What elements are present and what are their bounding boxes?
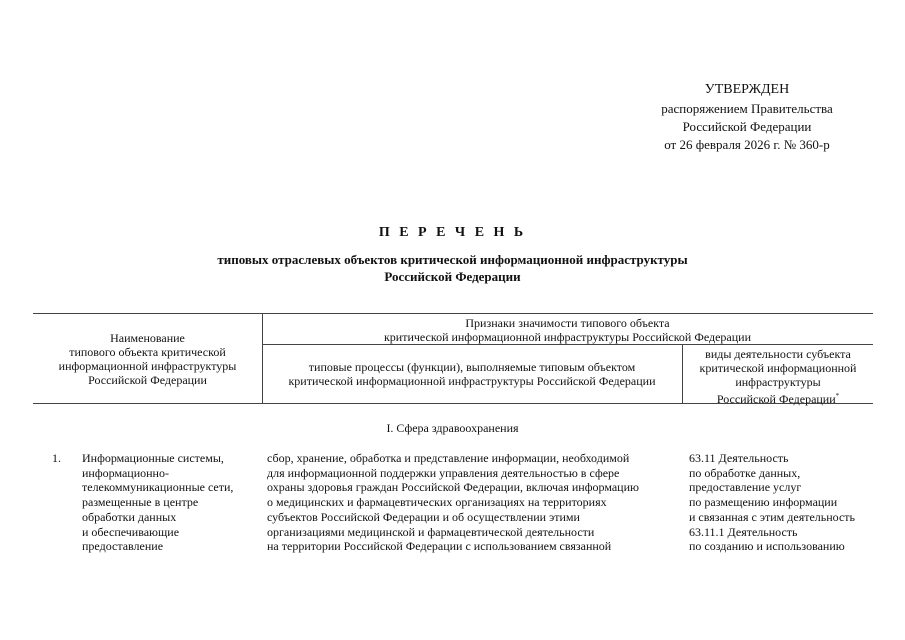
approval-line: от 26 февраля 2026 г. № 360-р	[664, 137, 830, 152]
footnote-mark: *	[835, 392, 840, 400]
table-top-border	[33, 313, 873, 314]
document-subtitle-line: Российской Федерации	[384, 269, 521, 284]
header-object-name: Наименование типового объекта критической информационной инфраструктуры Российской Федерации	[58, 331, 237, 387]
row-object-name: Информационные системы, информационно- телекоммуникационные сети, размещенные в центре обработки данных и обеспечивающие предоставление	[82, 451, 234, 554]
approval-block	[637, 81, 857, 154]
approval-line: Российской Федерации	[682, 119, 812, 134]
section-title: I. Сфера здравоохранения	[386, 421, 519, 435]
header-typical-processes: типовые процессы (функции), выполняемые типовым объектом критической информационной инфраструктуры Российской Федерации	[288, 360, 656, 388]
document-subtitle-line: типовых отраслевых объектов критической информационной инфраструктуры	[217, 252, 688, 267]
document-title: П Е Р Е Ч Е Н Ь	[378, 225, 527, 240]
table-header-divider	[262, 344, 873, 345]
approval-line: распоряжением Правительства	[661, 101, 833, 116]
row-activities: 63.11 Деятельность по обработке данных, предоставление услуг по размещению информации и связанная с этим деятельность 63.11.1 Деятельность по созданию и использованию	[689, 451, 856, 554]
row-number: 1.	[52, 451, 61, 465]
header-activity-types: виды деятельности субъекта критической информационной инфраструктуры Российской Федерации*	[699, 347, 857, 406]
header-significance-signs: Признаки значимости типового объекта критической информационной инфраструктуры Российской Федерации	[383, 316, 752, 344]
approval-title: УТВЕРЖДЕН	[704, 82, 790, 97]
document-heading	[0, 225, 905, 285]
row-processes: сбор, хранение, обработка и представление информации, необходимой для информационной поддержки управления деятельностью в сфере охраны здоровья граждан Российской Федерации, включая информацию о медицинских и фармацевтических организациях на территориях субъектов Российской Федерации и об осуществлении этими организациями медицинской и фармацевтической деятельности на территории Российской Федерации с использованием связанной	[267, 451, 639, 554]
